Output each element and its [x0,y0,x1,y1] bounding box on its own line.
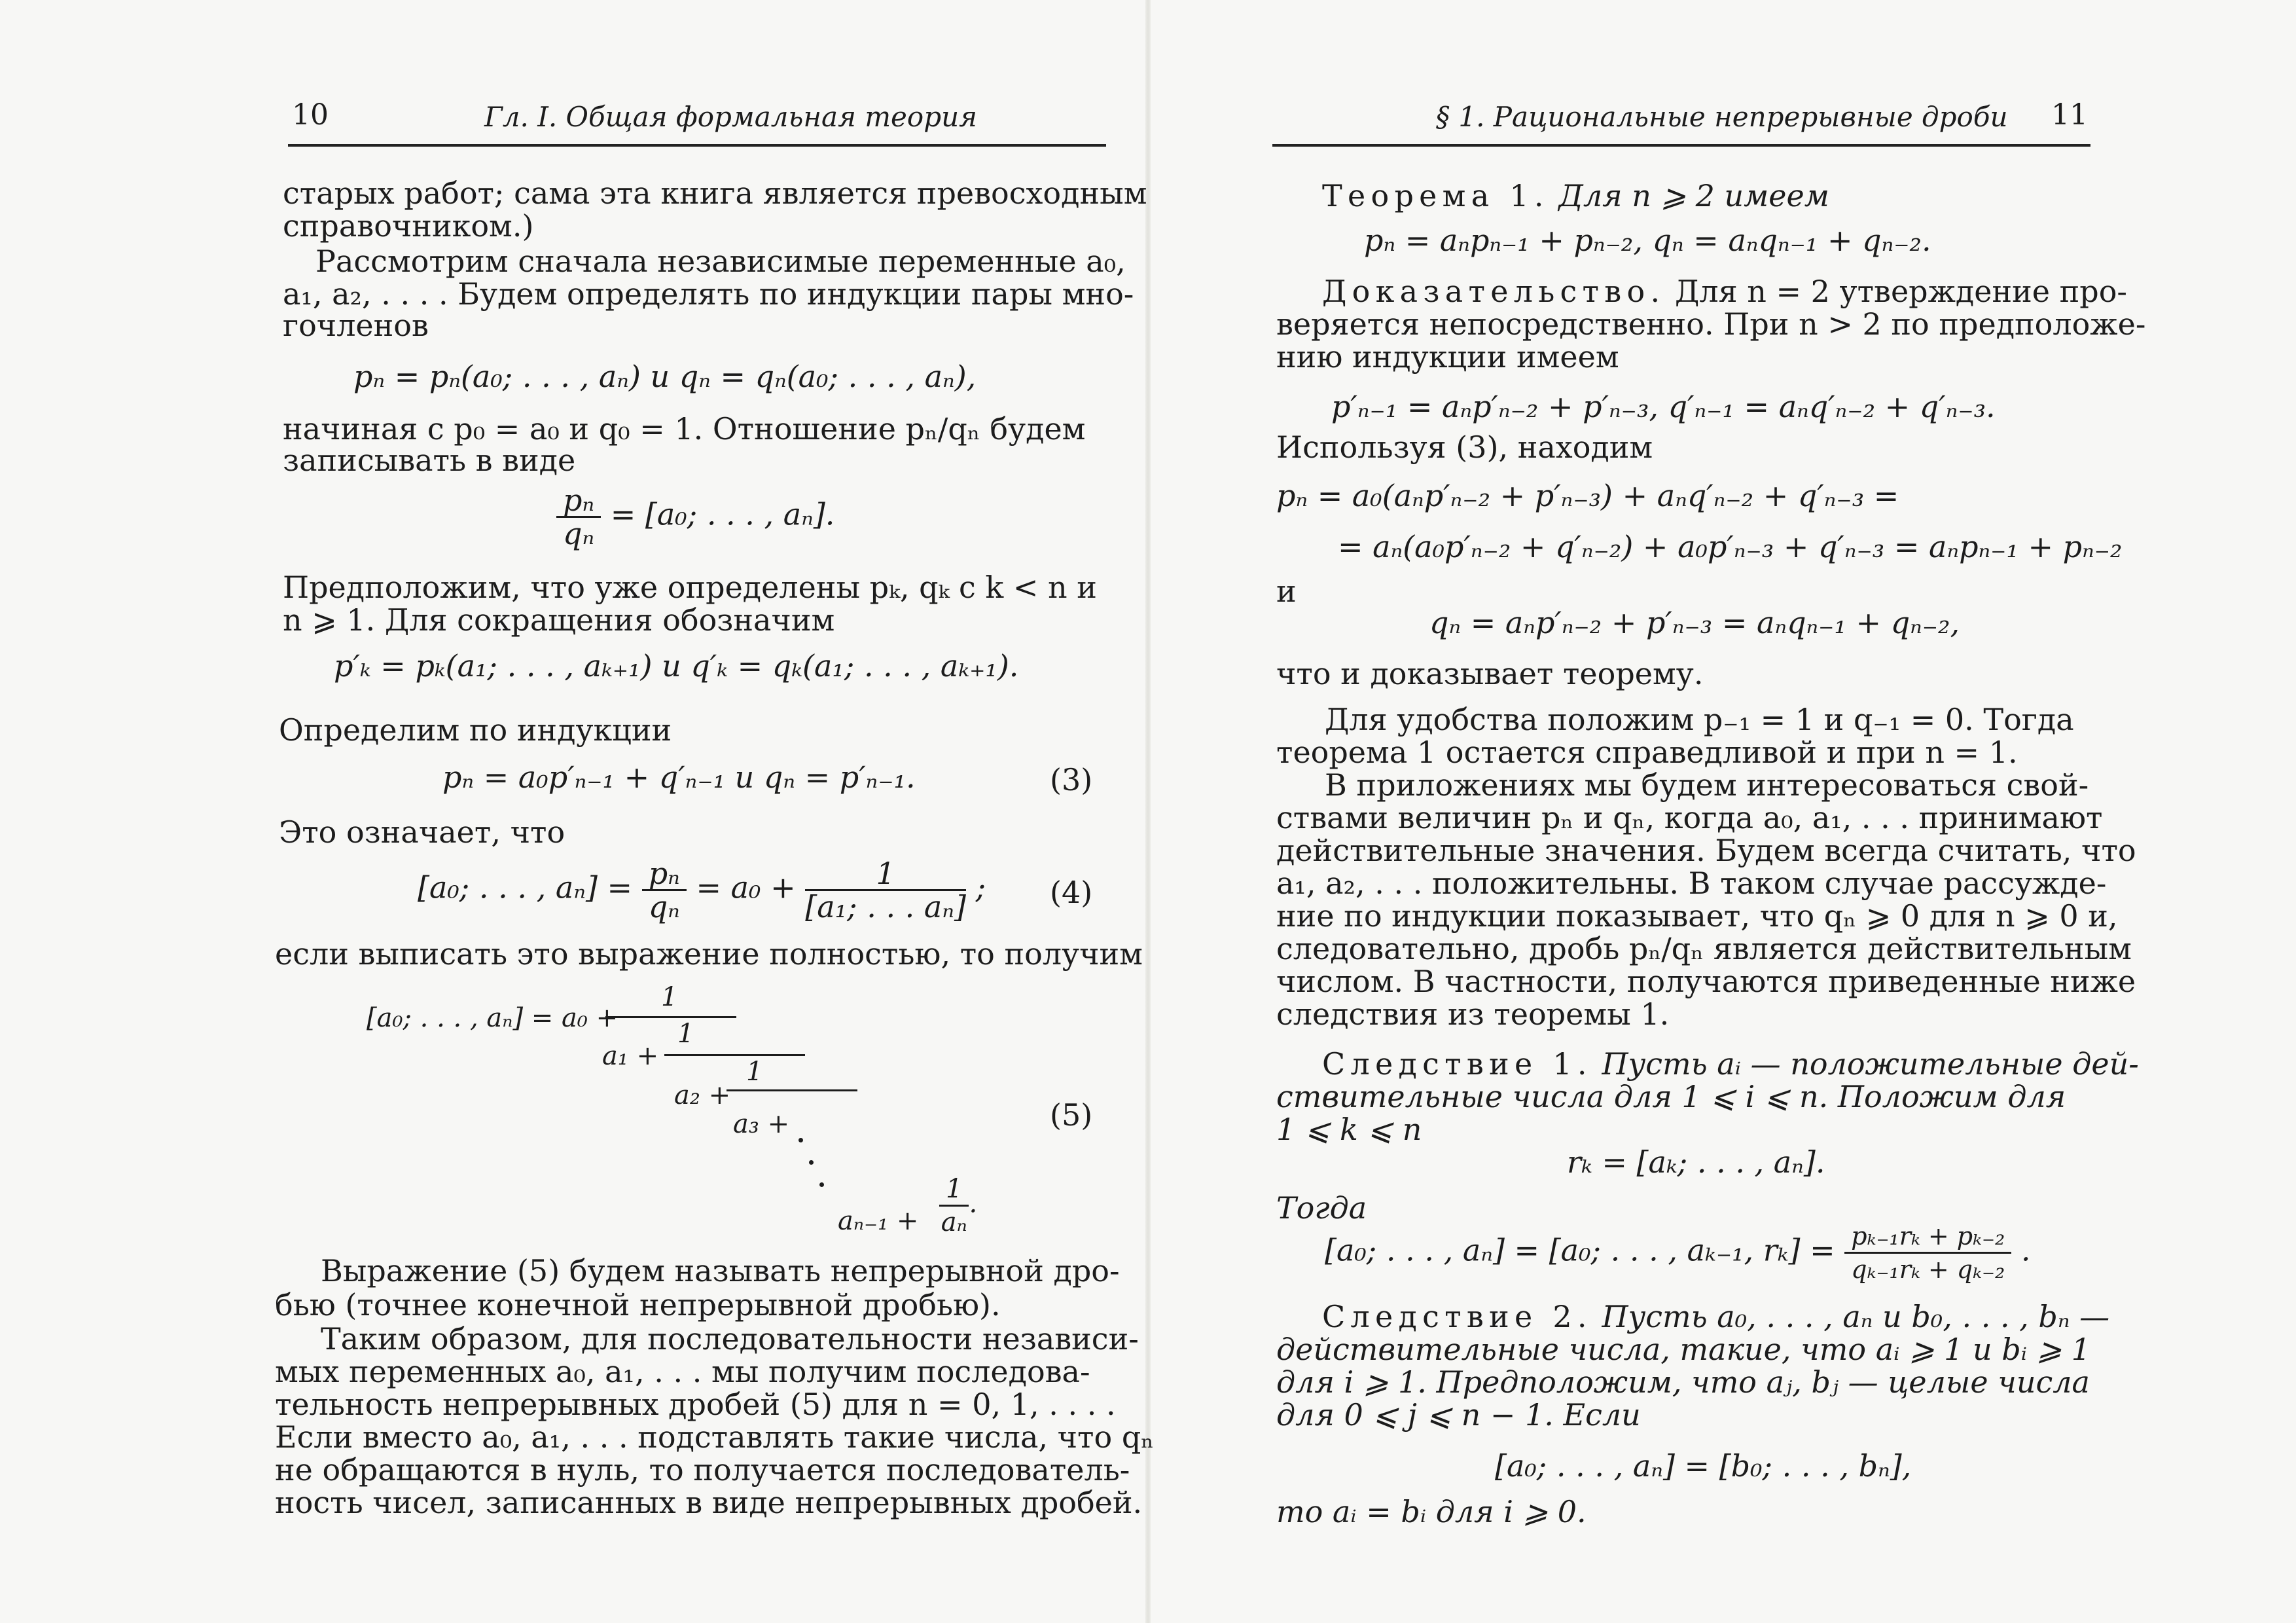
text-line: Если вместо a₀, a₁, . . . подставлять такие числа, что qₙ [275,1419,1155,1455]
text-line: старых работ; сама эта книга является превосходным [283,175,1147,211]
text-line: В приложениях мы будем интересоваться свой- [1325,767,2089,803]
proof-line: Доказательство. Для n = 2 утверждение про- [1322,274,2127,309]
equation: p′ₖ = pₖ(a₁; . . . , aₖ₊₁) и q′ₖ = qₖ(a₁; . . . , aₖ₊₁). [334,648,1019,684]
text-line: Рассмотрим сначала независимые переменные a₀, [315,244,1126,279]
equation-label: (3) [1050,762,1093,797]
text-line: гочленов [283,308,429,343]
left-page: 10 Гл. I. Общая формальная теория старых работ; сама эта книга является превосходным справочником.) Рассмотрим сначала независимые переменные a₀, a₁, a₂, . . . . Будем определять по индукции пары мно- гочленов pₙ = pₙ(a₀; . . . , aₙ) и qₙ = qₙ(a₀; . . . , aₙ), начиная с p₀ = a₀ и q₀ = 1. Отношение pₙ/qₙ будем записывать в виде $\frac{\text{pₙ}}{\text{qₙ}}$ = [a₀; . . . , aₙ]. Предположим, что уже определены pₖ, qₖ с k < n и n ⩾ 1. Для сокращения обозначим p′ₖ = pₖ(a₁; . . . , aₖ₊₁) и q′ₖ = qₖ(a₁; . . . , aₖ₊₁). Определим по индукции pₙ = a₀p′ₙ₋₁ + q′ₙ₋₁ и qₙ = p′ₙ₋₁. (3) Это означает, что [a₀; . . . , aₙ] = $\frac{\text{pₙ}}{\text{qₙ}}$ = a₀ + $\frac{1}{\text{[a₁; . . . aₙ]}}$ ; (4) если выписать это выражение полностью, то получим [a₀; . . . , aₙ] = a₀ + 1 a₁ + 1 a₂ + 1 a₃ + aₙ₋₁ + $\frac{1}{\text{aₙ}}$ . (5) Выражение (5) будем называть непрерывной дро- бью (точнее конечной непрерывной дробью). Таким образом, для последовательности независи- мых переменных a₀, a₁, . . . мы получим последова- тельность непрерывных дробей (5) для n = 0, 1, . . . . Если вместо a₀, a₁, . . . подставлять такие числа, что qₙ не обращаются в нуль, то получается последователь- ность чисел, записанных в виде непрерывных дробей. [0,0,1148,1623]
text-line: Выражение (5) будем называть непрерывной дро- [321,1253,1120,1288]
text-line: a₁, a₂, . . . положительны. В таком случае рассужде- [1276,866,2107,901]
text-line: нию индукции имеем [1276,339,1619,374]
text-line: Для удобства положим p₋₁ = 1 и q₋₁ = 0. Тогда [1325,702,2074,737]
page-number: 11 [2051,98,2088,132]
text-line: действительные числа, такие, что aᵢ ⩾ 1 и bᵢ ⩾ 1 [1276,1332,2091,1367]
equation: = aₙ(a₀p′ₙ₋₂ + q′ₙ₋₂) + a₀p′ₙ₋₃ + q′ₙ₋₃ = aₙpₙ₋₁ + pₙ₋₂ [1338,529,2123,564]
running-title: Гл. I. Общая формальная теория [484,101,977,133]
fraction: $\frac{\text{pₖ₋₁rₖ + pₖ₋₂}}{\text{qₖ₋₁rₖ + qₖ₋₂}}$ [1844,1220,2011,1285]
text-line: записывать в виде [283,443,576,478]
left-header [288,92,1106,147]
equation-4: [a₀; . . . , aₙ] = $\frac{\text{pₙ}}{\text{qₙ}}$ = a₀ + $\frac{1}{\text{[a₁; . . . aₙ]}}$ ; [418,856,986,924]
text-line: 1 ⩽ k ⩽ n [1276,1112,1422,1147]
equation: p′ₙ₋₁ = aₙp′ₙ₋₂ + p′ₙ₋₃, q′ₙ₋₁ = aₙq′ₙ₋₂ + q′ₙ₋₃. [1331,389,1996,424]
text-line: ствами величин pₙ и qₙ, когда a₀, a₁, . . . принимают [1276,800,2103,835]
equation: [a₀; . . . , aₙ] = [b₀; . . . , bₙ], [1495,1448,1912,1484]
text-line: следствия из теоремы 1. [1276,996,1670,1032]
theorem-heading: Теорема 1. Для n ⩾ 2 имеем [1322,178,1829,213]
right-header [1272,92,2090,147]
text-line: n ⩾ 1. Для сокращения обозначим [283,602,835,638]
text-line: начиная с p₀ = a₀ и q₀ = 1. Отношение pₙ/qₙ будем [283,411,1086,447]
equation-3: pₙ = a₀p′ₙ₋₁ + q′ₙ₋₁ и qₙ = p′ₙ₋₁. [442,759,916,795]
text-line: ние по индукции показывает, что qₙ ⩾ 0 для n ⩾ 0 и, [1276,898,2118,934]
text-line: тельность непрерывных дробей (5) для n = 0, 1, . . . . [275,1387,1116,1422]
equation: pₙ = a₀(aₙp′ₙ₋₂ + p′ₙ₋₃) + aₙq′ₙ₋₂ + q′ₙ₋₃ = [1276,478,1899,513]
text-line: ность чисел, записанных в виде непрерывных дробей. [275,1485,1143,1520]
text-line: Используя (3), находим [1276,429,1653,465]
equation-label: (5) [1050,1097,1093,1133]
equation-pq: $\frac{\text{pₙ}}{\text{qₙ}}$ = [a₀; . . . , aₙ]. [556,484,834,549]
equation: pₙ = pₙ(a₀; . . . , aₙ) и qₙ = qₙ(a₀; . . . , aₙ), [353,359,977,394]
fraction: $\frac{\text{pₙ}}{\text{qₙ}}$ [556,484,601,549]
text-line: Предположим, что уже определены pₖ, qₖ с k < n и [283,570,1097,605]
text-line: для 0 ⩽ j ⩽ n − 1. Если [1276,1397,1641,1432]
text-line: и [1276,574,1297,609]
text-line: действительные значения. Будем всегда считать, что [1276,833,2136,868]
fraction: $\frac{\text{pₙ}}{\text{qₙ}}$ [642,858,687,922]
text-line: Таким образом, для последовательности независи- [321,1321,1139,1357]
text-line: справочником.) [283,208,534,244]
equation-label: (4) [1050,875,1093,910]
text-line: теорема 1 остается справедливой и при n = 1. [1276,735,2018,770]
right-page [1148,0,2296,1623]
text-line: мых переменных a₀, a₁, . . . мы получим последова- [275,1354,1090,1389]
text-line: для i ⩾ 1. Предположим, что aⱼ, bⱼ — целые числа [1276,1364,2090,1400]
text-line: бью (точнее конечной непрерывной дробью). [275,1287,1001,1322]
text-line: Это означает, что [279,814,565,850]
text-line: если выписать это выражение полностью, то получим [275,936,1143,972]
text-line: что и доказывает теорему. [1276,656,1704,691]
text-line: числом. В частности, получаются приведенные ниже [1276,964,2136,999]
text-line: не обращаются в нуль, то получается последователь- [275,1452,1130,1487]
text-line: веряется непосредственно. При n > 2 по предположе- [1276,306,2146,342]
page-number: 10 [292,98,329,132]
corollary-heading: Следствие 2. Пусть a₀, . . . , aₙ и b₀, . . . , bₙ — [1322,1299,2110,1334]
equation: rₖ = [aₖ; . . . , aₙ]. [1567,1144,1825,1180]
running-title: § 1. Рациональные непрерывные дроби [1436,101,2008,133]
corollary-heading: Следствие 1. Пусть aᵢ — положительные дей- [1322,1046,2139,1082]
text-line: то aᵢ = bᵢ для i ⩾ 0. [1276,1494,1587,1529]
fraction: $\frac{1}{\text{aₙ}}$ [939,1173,969,1238]
equation: qₙ = aₙp′ₙ₋₂ + p′ₙ₋₃ = aₙqₙ₋₁ + qₙ₋₂, [1429,605,1960,640]
fraction: $\frac{1}{\text{[a₁; . . . aₙ]}}$ [805,856,966,924]
text-line: Тогда [1276,1190,1367,1226]
text-line: a₁, a₂, . . . . Будем определять по индукции пары мно- [283,276,1134,312]
equation: [a₀; . . . , aₙ] = [a₀; . . . , aₖ₋₁, rₖ] = $\frac{\text{pₖ₋₁rₖ + pₖ₋₂}}{\text{qₖ₋₁rₖ + qₖ₋₂}}$ . [1325,1222,2031,1284]
text-line: ствительные числа для 1 ⩽ i ⩽ n. Положим для [1276,1079,2066,1114]
text-line: следовательно, дробь pₙ/qₙ является действительным [1276,931,2132,966]
text-line: Определим по индукции [279,712,672,748]
equation: pₙ = aₙpₙ₋₁ + pₙ₋₂, qₙ = aₙqₙ₋₁ + qₙ₋₂. [1364,223,1931,258]
